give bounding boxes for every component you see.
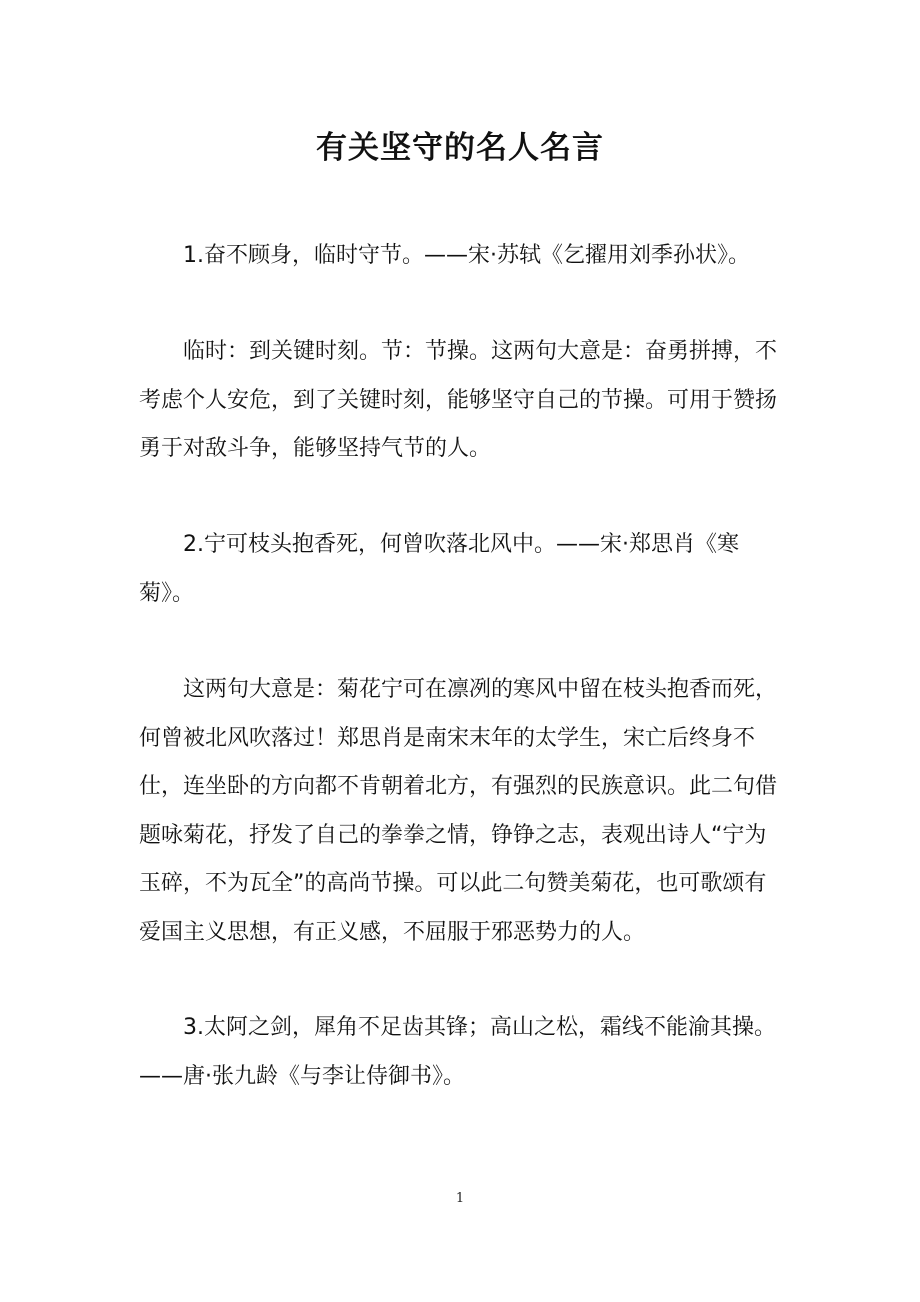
paragraph-quote-1: 1.奋不顾身，临时守节。——宋·苏轼《乞擢用刘季孙状》。 (183, 243, 750, 268)
paragraph-quote-3: 3.太阿之剑，犀角不足齿其锋；高山之松，霜线不能渝其操。——唐·张九龄《与李让侍御书》。 (139, 1015, 776, 1089)
page-number: 1 (455, 1191, 465, 1206)
paragraph-quote-2: 2.宁可枝头抱香死，何曾吹落北风中。——宋·郑思肖《寒菊》。 (139, 532, 739, 606)
paragraph-explanation-1: 临时：到关键时刻。节：节操。这两句大意是：奋勇拼搏，不考虑个人安危，到了关键时刻，能够坚守自己的节操。可用于赞扬勇于对敌斗争，能够坚持气节的人。 (139, 339, 778, 461)
paragraph-explanation-2: 这两句大意是：菊花宁可在凛冽的寒风中留在枝头抱香而死，何曾被北风吹落过！郑思肖是南宋末年的太学生，宋亡后终身不仕，连坐卧的方向都不肯朝着北方，有强烈的民族意识。此二句借题咏菊花，抒发了自己的拳拳之情，铮铮之志，表观出诗人“宁为玉碎，不为瓦全”的高尚节操。可以此二句赞美菊花，也可歌颂有爱国主义思想，有正义感，不屈服于邪恶势力的人。 (139, 677, 778, 945)
page-title: 有关坚守的名人名言 (316, 130, 604, 166)
